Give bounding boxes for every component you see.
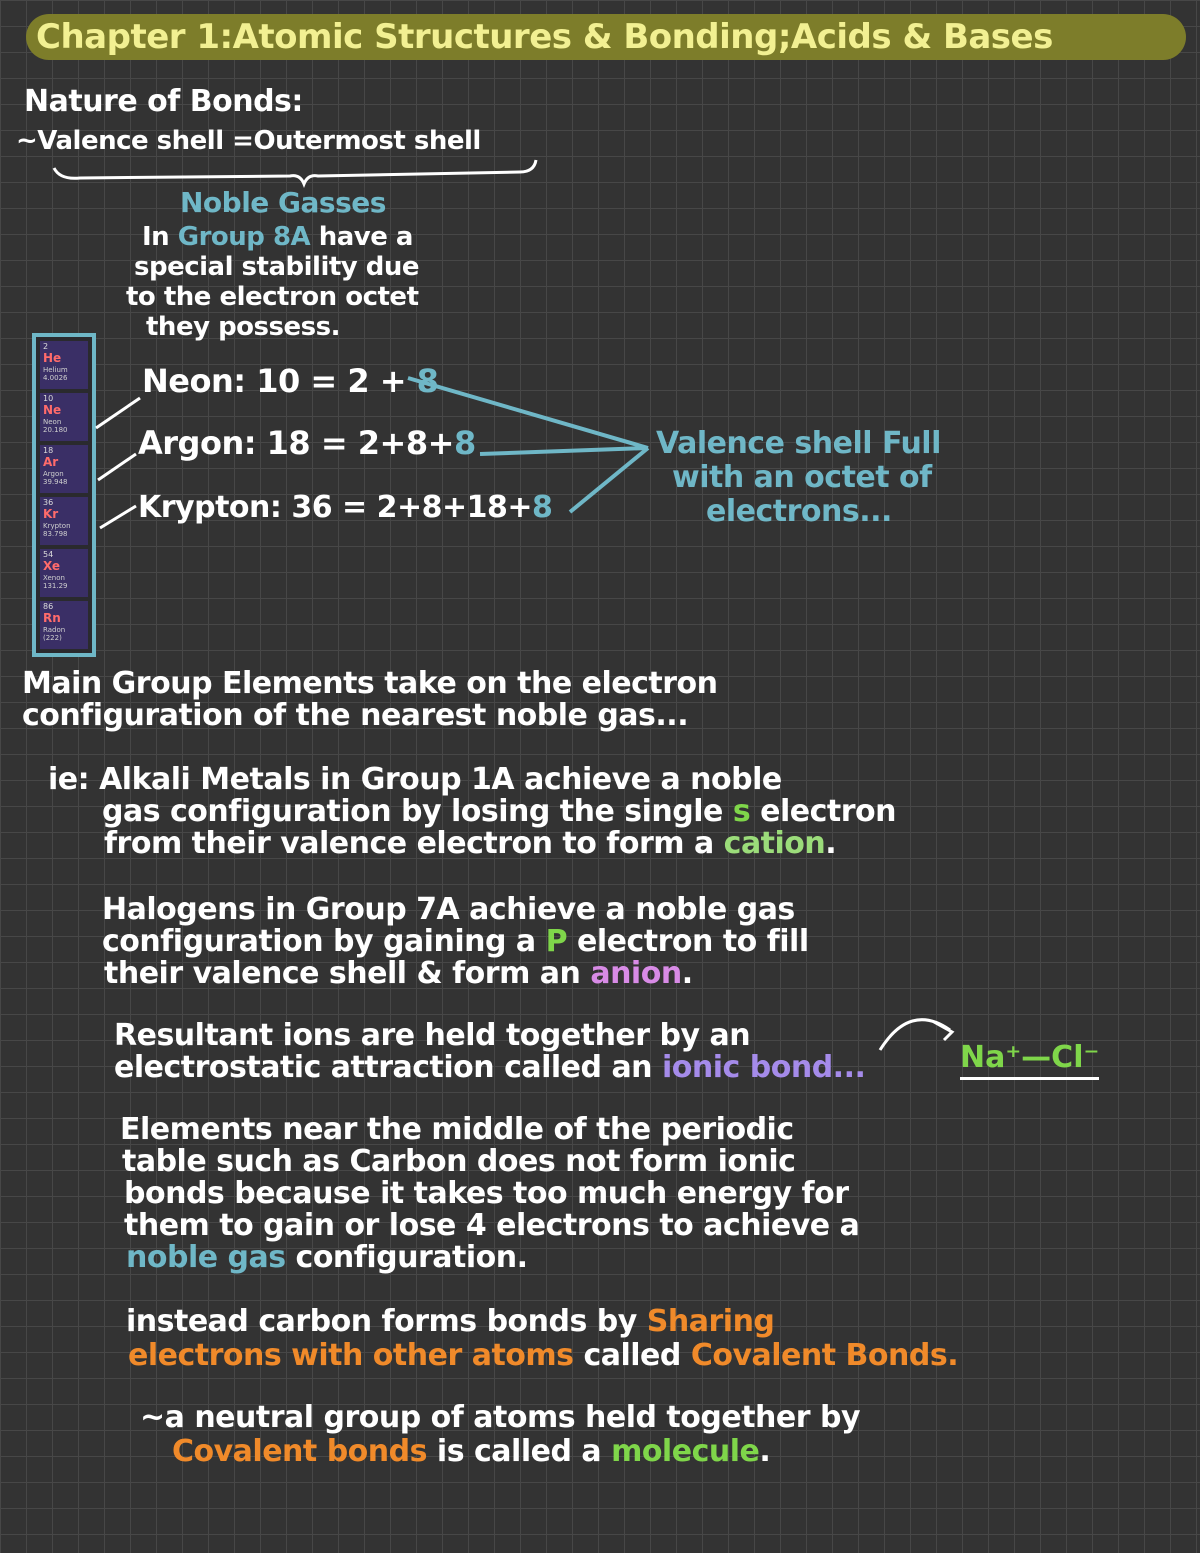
alkali-line-1: ie: Alkali Metals in Group 1A achieve a noble [48, 762, 782, 797]
valence-definition: ~Valence shell =Outermost shell [16, 126, 481, 156]
covalent-line-1: instead carbon forms bonds by Sharing [126, 1304, 775, 1339]
argon-config: Argon: 18 = 2+8+8 [138, 424, 476, 462]
halogen-line-3: their valence shell & form an anion. [104, 956, 693, 991]
krypton-config: Krypton: 36 = 2+8+18+8 [138, 490, 553, 525]
valence-note-3: electrons... [706, 494, 892, 529]
element-xe: 54 Xe Xenon 131.29 [40, 549, 88, 597]
element-ne: 10 Ne Neon 20.180 [40, 393, 88, 441]
definition-underline [54, 160, 536, 184]
argon-arrow [480, 448, 648, 454]
valence-note-2: with an octet of [672, 460, 932, 495]
element-kr: 36 Kr Krypton 83.798 [40, 497, 88, 545]
valence-note-1: Valence shell Full [656, 426, 941, 461]
noble-line-4: they possess. [146, 312, 340, 342]
carbon-line-3: bonds because it takes too much energy for [124, 1176, 849, 1211]
carbon-line-4: them to gain or lose 4 electrons to achieve a [124, 1208, 860, 1243]
krypton-arrow [570, 448, 648, 512]
nature-heading: Nature of Bonds: [24, 84, 303, 119]
element-ar: 18 Ar Argon 39.948 [40, 445, 88, 493]
neon-config: Neon: 10 = 2 + 8 [142, 362, 439, 400]
argon-connector [98, 454, 136, 480]
molecule-line-2: Covalent bonds is called a molecule. [172, 1434, 771, 1469]
alkali-line-2: gas configuration by losing the single s electron [102, 794, 897, 829]
ionic-line-2: electrostatic attraction called an ionic bond... [114, 1050, 866, 1085]
noble-line-3: to the electron octet [126, 282, 419, 312]
molecule-line-1: ~a neutral group of atoms held together by [140, 1400, 861, 1435]
noble-heading: Noble Gasses [180, 186, 386, 219]
halogen-line-1: Halogens in Group 7A achieve a noble gas [102, 892, 795, 927]
carbon-line-1: Elements near the middle of the periodic [120, 1112, 794, 1147]
noble-line-2: special stability due [134, 252, 420, 282]
nacl-example: Na⁺—Cl⁻ [960, 1040, 1099, 1080]
element-he: 2 He Helium 4.0026 [40, 341, 88, 389]
element-rn: 86 Rn Radon (222) [40, 601, 88, 649]
page-title: Chapter 1:Atomic Structures & Bonding;Acids & Bases [36, 17, 1053, 57]
krypton-connector [100, 506, 136, 528]
noble-line-1: In Group 8A have a [142, 222, 413, 252]
carbon-line-5: noble gas configuration. [126, 1240, 528, 1275]
neon-arrow [408, 378, 648, 448]
ionic-line-1: Resultant ions are held together by an [114, 1018, 751, 1053]
neon-connector [96, 398, 140, 428]
main-group-line-2: configuration of the nearest noble gas... [22, 698, 689, 733]
alkali-line-3: from their valence electron to form a cation. [104, 826, 837, 861]
covalent-line-2: electrons with other atoms called Covalent Bonds. [128, 1338, 959, 1373]
main-group-line-1: Main Group Elements take on the electron [22, 666, 718, 701]
halogen-line-2: configuration by gaining a P electron to fill [102, 924, 809, 959]
carbon-line-2: table such as Carbon does not form ionic [122, 1144, 796, 1179]
